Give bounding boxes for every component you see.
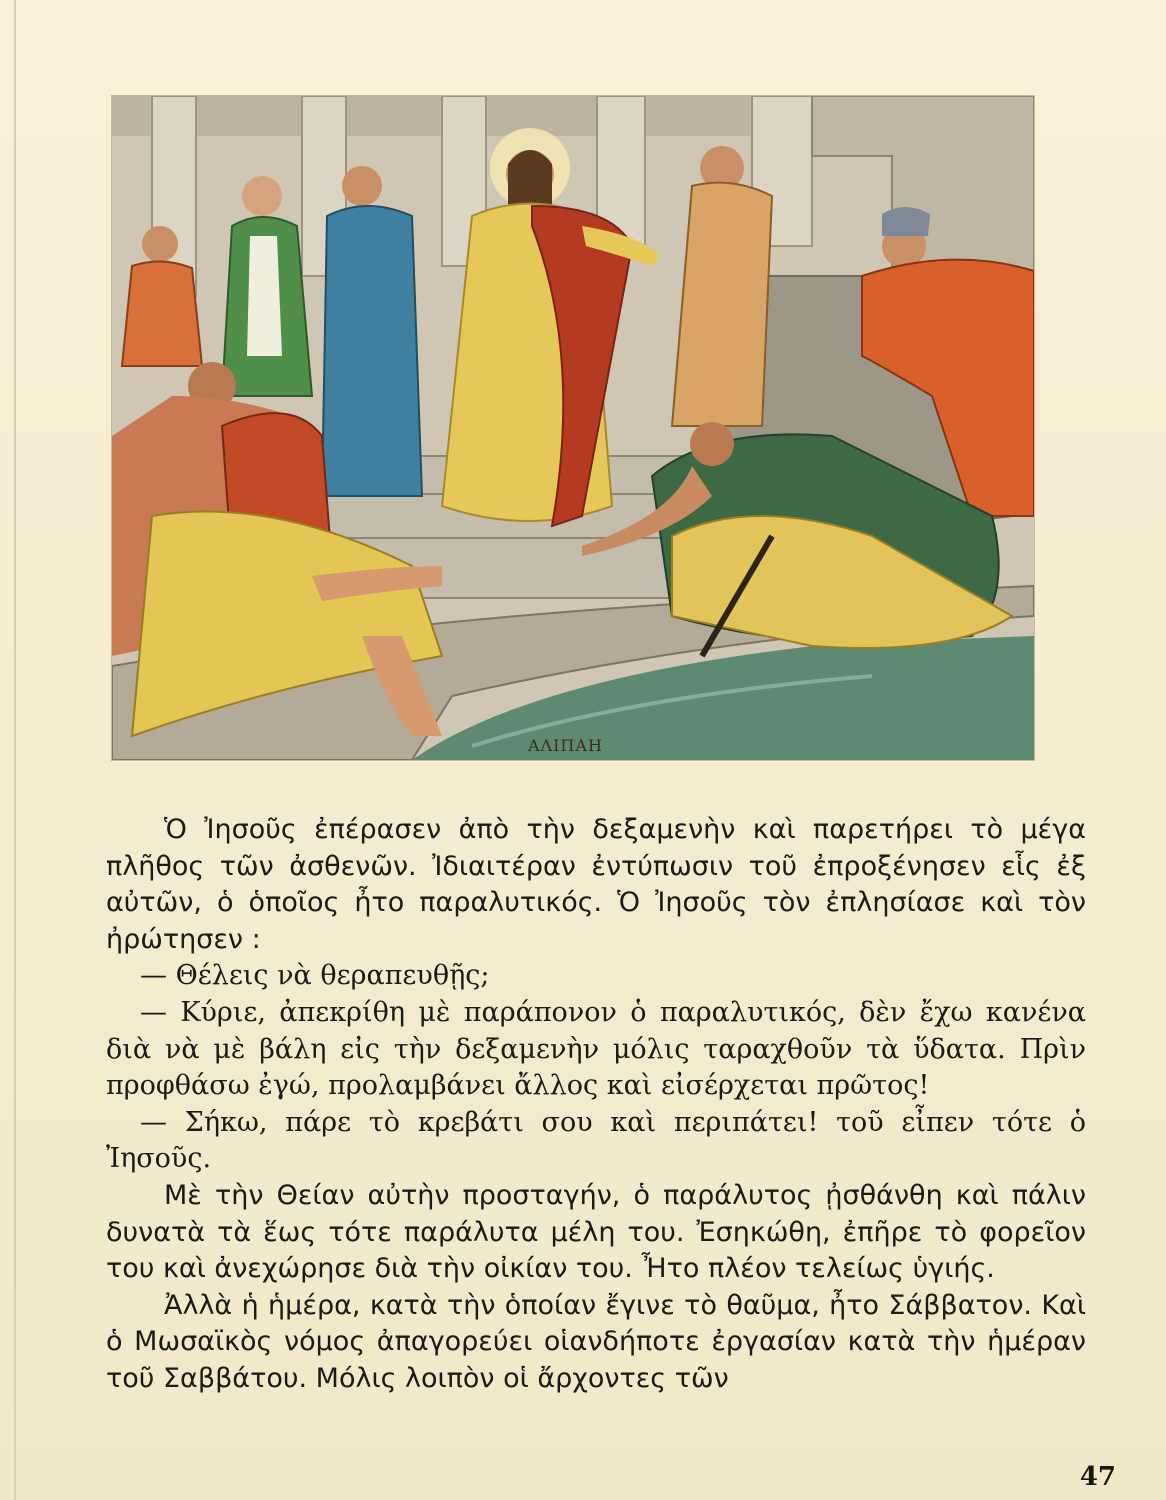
page-text — [106, 812, 1086, 1398]
dialogue-3: — Σήκω, πάρε τὸ κρεβάτι σου καὶ περιπάτει! τοῦ εἶπεν τότε ὁ Ἰησοῦς. — [106, 1106, 1086, 1175]
dialogue-2: — Κύριε, ἀπεκρίθη μὲ παράπονον ὁ παραλυτικός, δὲν ἔχω κανένα διὰ νὰ μὲ βάλη εἰς τὴν δεξαμενὴν μόλις ταραχθοῦν τὰ ὕδατα. Πρὶν προφθάσω ἐγώ, προλαμβάνει ἄλλος καὶ εἰσέρχεται πρῶτος! — [106, 996, 1086, 1102]
paragraph-3: Ἀλλὰ ἡ ἡμέρα, κατὰ τὴν ὁποίαν ἔγινε τὸ θαῦμα, ἦτο Σάββατον. Καὶ ὁ Μωσαϊκὸς νόμος ἀπαγορεύει οἱανδήποτε ἐργασίαν κατὰ τὴν ἡμέραν τοῦ Σαββάτου. Μόλις λοιπὸν οἱ ἄρχοντες τῶν — [106, 1289, 1086, 1394]
page-number: 47 — [1079, 1462, 1116, 1492]
paragraph-1: Ὁ Ἰησοῦς ἐπέρασεν ἀπὸ τὴν δεξαμενὴν καὶ παρετήρει τὸ μέγα πλῆθος τῶν ἀσθενῶν. Ἰδιαιτέραν ἐντύπωσιν τοῦ ἐπροξένησεν εἷς ἐξ αὐτῶν, ὁ ὁποῖος ἦτο παραλυτικός. Ὁ Ἰησοῦς τὸν ἐπλησίασε καὶ τὸν ἠρώτησεν : — [106, 814, 1086, 955]
illustration-artwork — [112, 96, 1034, 760]
illustration-healing-at-pool — [112, 96, 1034, 760]
illustrator-signature: ΑΛΙΠΑΗ — [528, 736, 603, 755]
page-binding-edge — [14, 0, 16, 1500]
paragraph-2: Μὲ τὴν Θείαν αὐτὴν προσταγήν, ὁ παράλυτος ᾐσθάνθη καὶ πάλιν δυνατὰ τὰ ἕως τότε παράλυτα μέλη του. Ἐσηκώθη, ἐπῆρε τὸ φορεῖον του καὶ ἀνεχώρησε διὰ τὴν οἰκίαν του. Ἦτο πλέον τελείως ὑγιής. — [106, 1179, 1086, 1285]
dialogue-1: — Θέλεις νὰ θεραπευθῇς; — [140, 960, 490, 992]
